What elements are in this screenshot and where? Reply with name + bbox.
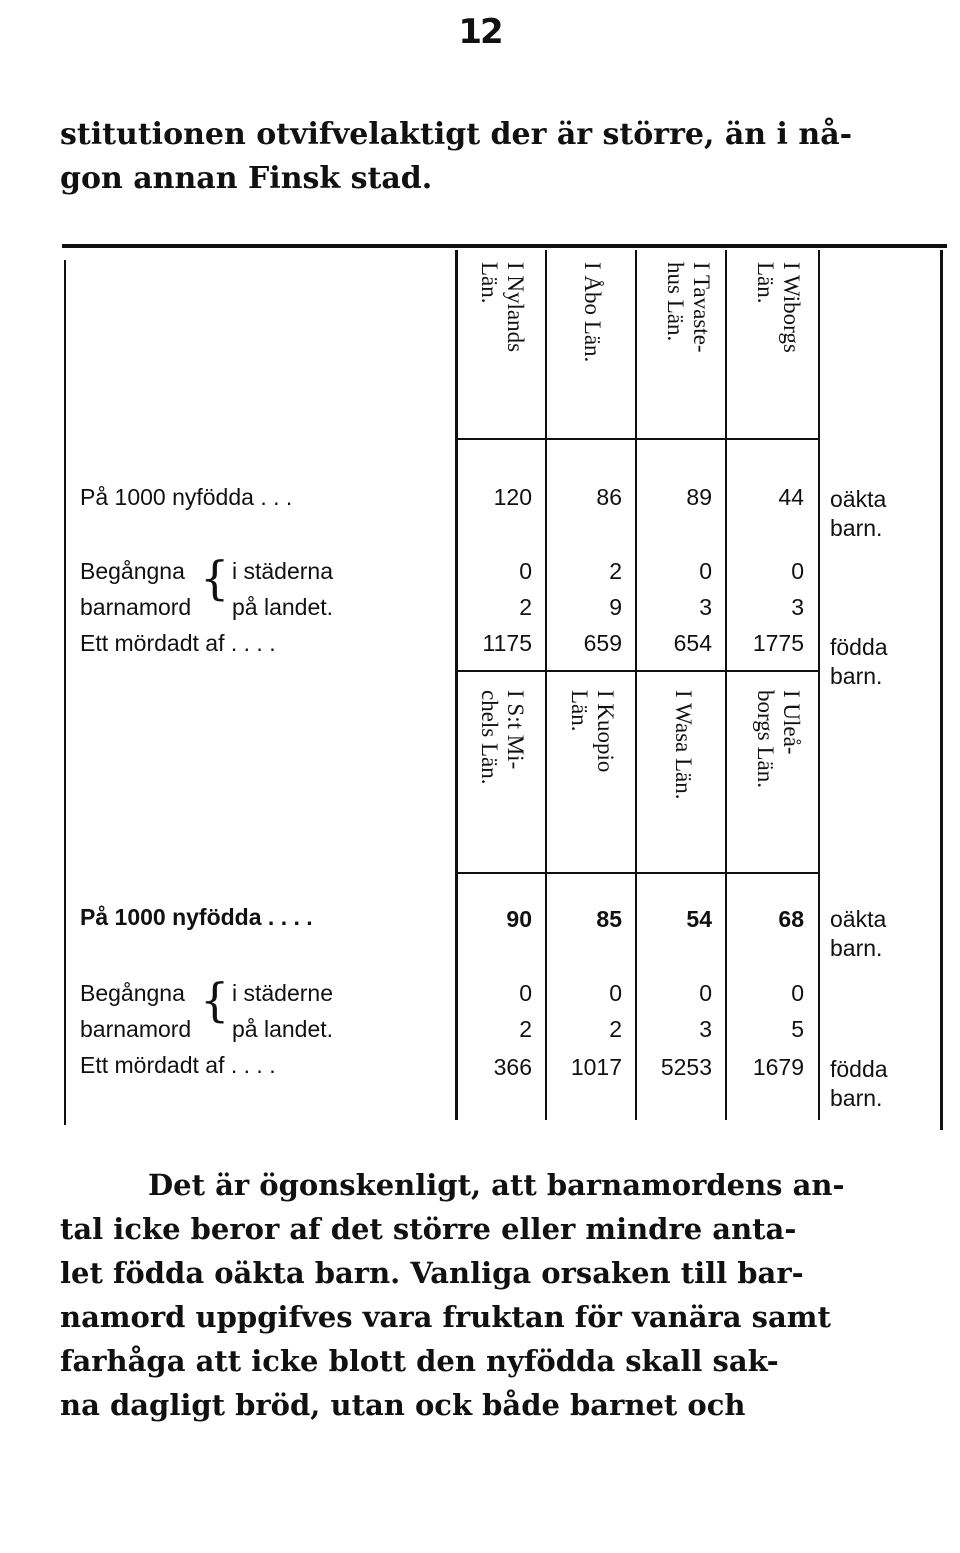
table-cell: 0 (699, 980, 712, 1006)
column-header: I Tavaste- hus Län. (663, 262, 714, 353)
table-cell: 0 (519, 558, 532, 584)
table-cell: 5 (791, 1016, 804, 1042)
row-label: På 1000 nyfödda . . . . (80, 904, 313, 930)
table-cell: 89 (686, 484, 712, 510)
note-oakta: oäkta barn. (830, 906, 887, 961)
table-cell: 0 (699, 558, 712, 584)
table-right-rule (940, 250, 943, 1130)
header-rule (458, 438, 820, 440)
column-separator (818, 250, 820, 1120)
column-header: I S:t Mi- chels Län. (477, 690, 528, 785)
text-line: stitutionen otvifvelaktigt der är större, än i nå- (60, 117, 853, 152)
table-cell: 85 (596, 906, 622, 932)
table-cell: 54 (686, 906, 712, 932)
row-sublabel: på landet. (232, 594, 334, 620)
table-cell: 2 (609, 1016, 622, 1042)
column-separator (545, 250, 547, 1120)
column-header: I Åbo Län. (580, 262, 605, 363)
row-label: barnamord (80, 594, 192, 620)
table-cell: 90 (506, 906, 532, 932)
table-cell: 1679 (752, 1054, 804, 1080)
brace: { (200, 551, 230, 605)
brace: { (200, 973, 230, 1027)
row-sublabel: i städerne (232, 980, 334, 1006)
text-line: Det är ögonskenligt, att barnamordens an- (148, 1168, 845, 1202)
row-label: Ett mördadt af . . . . (80, 1052, 276, 1078)
row-sublabel: i städerna (232, 558, 334, 584)
table-cell: 659 (583, 630, 622, 656)
row-label: barnamord (80, 1016, 192, 1042)
column-header: I Uleå- borgs Län. (753, 690, 804, 788)
header-rule (458, 670, 820, 672)
table-cell: 0 (791, 980, 804, 1006)
table-cell: 3 (699, 594, 712, 620)
table-cell: 1017 (570, 1054, 622, 1080)
note-fodda: födda barn. (830, 634, 888, 689)
table-left-rule (64, 260, 66, 1125)
table-cell: 86 (596, 484, 622, 510)
row-label: Ett mördadt af . . . . (80, 630, 276, 656)
column-header: I Wiborgs Län. (753, 262, 804, 353)
table-cell: 2 (519, 594, 532, 620)
column-header: I Kuopio Län. (567, 690, 618, 773)
table-cell: 1175 (482, 630, 532, 656)
table-cell: 1775 (752, 630, 804, 656)
intro-paragraph (60, 117, 950, 205)
column-separator (635, 250, 637, 1120)
column-header: I Wasa Län. (671, 690, 696, 800)
table-cell: 120 (493, 484, 532, 510)
text-line: let födda oäkta barn. Vanliga orsaken till bar- (60, 1256, 804, 1290)
page-number: 12 (458, 12, 502, 52)
table-cell: 0 (609, 980, 622, 1006)
note-oakta: oäkta barn. (830, 486, 887, 541)
column-header: I Nylands Län. (477, 262, 528, 353)
row-label: Begångna (80, 558, 185, 584)
text-line: tal icke beror af det större eller mindre anta- (60, 1212, 797, 1246)
table-cell: 3 (791, 594, 804, 620)
table-cell: 654 (673, 630, 712, 656)
table-cell: 2 (519, 1016, 532, 1042)
table-cell: 3 (699, 1016, 712, 1042)
table-cell: 2 (609, 558, 622, 584)
row-sublabel: på landet. (232, 1016, 334, 1042)
text-line: farhåga att icke blott den nyfödda skall sak- (60, 1344, 779, 1378)
note-fodda: födda barn. (830, 1056, 888, 1111)
column-separator (725, 250, 727, 1120)
text-line: na dagligt bröd, utan ock både barnet och (60, 1388, 746, 1422)
table-top-rule (62, 244, 947, 248)
table-cell: 0 (791, 558, 804, 584)
outro-paragraph (60, 1168, 950, 1432)
table-cell: 9 (609, 594, 622, 620)
table-cell: 5253 (660, 1054, 712, 1080)
table-cell: 366 (493, 1054, 532, 1080)
row-label: På 1000 nyfödda . . . (80, 484, 293, 510)
table-cell: 68 (778, 906, 804, 932)
header-rule (458, 872, 820, 874)
column-separator (455, 250, 458, 1120)
table-cell: 0 (519, 980, 532, 1006)
table-cell: 44 (778, 484, 804, 510)
text-line: gon annan Finsk stad. (60, 161, 433, 196)
text-line: namord uppgifves vara fruktan för vanära samt (60, 1300, 831, 1334)
row-label: Begångna (80, 980, 185, 1006)
